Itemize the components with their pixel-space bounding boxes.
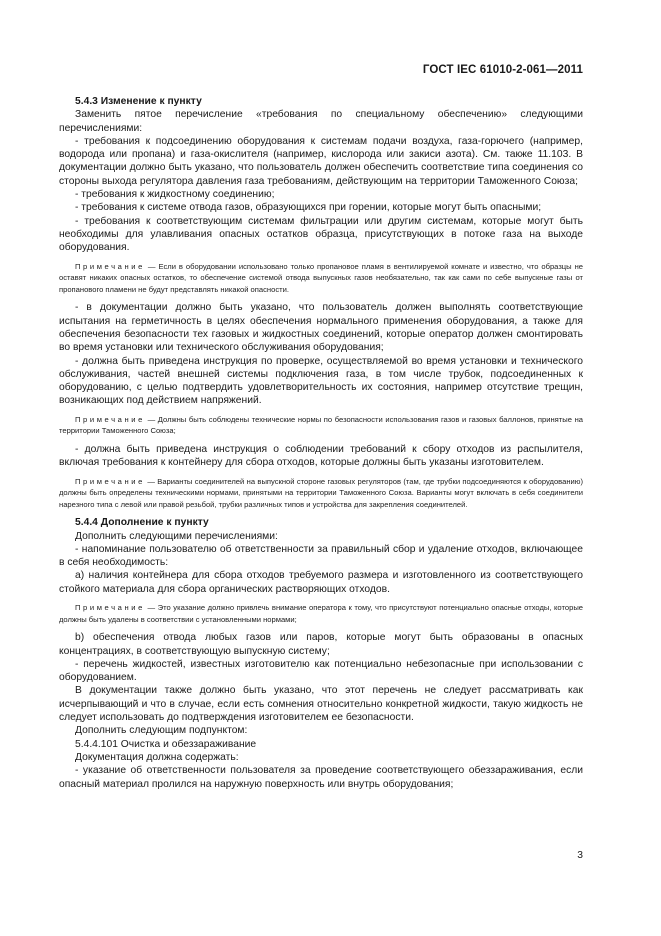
list-item: - напоминание пользователю об ответственности за правильный сбор и удаление отходов, включающее в себя необходимость:	[59, 543, 583, 569]
list-item: - в документации должно быть указано, что пользователь должен выполнять соответствующие испытания на герметичность в целях обеспечения нормального применения оборудования, а также для обеспечения безопасности тех газовых и жидкостных соединений, которые оператор должен смонтировать во время установки или технического обслуживания оборудования;	[59, 302, 583, 354]
note-block	[59, 414, 583, 437]
note-text: — Должны быть соблюдены технические нормы по безопасности использования газов и газовых баллонов, принятые на территории Таможенного Союза;	[59, 414, 583, 436]
list-item: b) обеспечения отвода любых газов или паров, которые могут быть образованы в опасных концентрациях, в соответствующую выпускную систему;	[59, 632, 583, 657]
page-number: 3	[577, 850, 583, 861]
note-label: Примечание	[75, 603, 145, 613]
list-item: - перечень жидкостей, известных изготовителю как потенциально небезопасные при использовании с оборудованием.	[59, 658, 583, 684]
list-item: - указание об ответственности пользователя за проведение соответствующего обеззараживания, если опасный материал пролился на наружную поверхность или внутрь оборудования;	[59, 765, 583, 790]
list-item: - требования к жидкостному соединению;	[75, 189, 275, 201]
section-heading-5-4-3: 5.4.3 Изменение к пункту	[75, 96, 202, 107]
note-label: Примечание	[75, 414, 145, 424]
note-label: Примечание	[75, 476, 145, 486]
paragraph: В документации также должно быть указано, что этот перечень не следует рассматривать как исчерпывающий и что в случае, если есть сомнения относительно конкретной жидкости, такую жидкость не следует использовать до подтверждения изготовителем ее безопасности.	[59, 685, 583, 724]
list-item: - должна быть приведена инструкция о соблюдении требований к сбору отходов из распылителя, включая требования к контейнеру для сбора отходов, которые должны быть указаны изготовителем.	[59, 443, 583, 469]
paragraph: Дополнить следующим подпунктом:	[75, 725, 248, 737]
paragraph: Дополнить следующими перечислениями:	[75, 530, 278, 542]
list-item: - требования к соответствующим системам фильтрации или другим системам, которые могут быть необходимы для улавливания опасных остатков образца, присутствующих в потоке газа на выходе оборудования.	[59, 215, 583, 254]
document-body	[59, 95, 583, 791]
section-heading-5-4-4: 5.4.4 Дополнение к пункту	[75, 517, 209, 529]
list-item: - требования к подсоединению оборудования к системам подачи воздуха, газа-горючего (например, водорода или пропана) и газа-окислителя (например, кислорода или закиси азота). См. также 11.103. В документации должно быть указано, что пользователь должен обеспечить соответствие типа соединения со стороны выхода регулятора давления газа требованиям, действующим на территории Таможенного Союза;	[59, 135, 583, 187]
note-text: — Если в оборудовании использовано только пропановое пламя в вентилируемой комнате и известно, что образцы не оставят никаких опасных остатков, то обеспечение системой отвода выпускных газов необязательно, так как сами по себе выпускные газы от пропанового пламени не будут представлять никакой опасности.	[59, 261, 583, 294]
note-label: Примечание	[75, 261, 145, 271]
list-item: а) наличия контейнера для сбора отходов требуемого размера и изготовленного из соответствующего стойкого материала для сбора органических растворяющих отходов.	[59, 570, 583, 595]
subsection-heading-5-4-4-101: 5.4.4.101 Очистка и обеззараживание	[75, 738, 257, 750]
note-block	[59, 261, 583, 296]
note-text: — Это указание должно привлечь внимание оператора к тому, что присутствуют потенциально опасные отходы, которые должны быть удалены в соответствии с установленными нормами;	[59, 603, 583, 624]
note-block	[59, 602, 583, 625]
list-item: - требования к системе отвода газов, образующихся при горении, которые могут быть опасными;	[75, 202, 542, 214]
note-text: — Варианты соединителей на выпускной стороне газовых регуляторов (там, где трубки подсоединяются к оборудованию) должны быть определены техническими нормами, принятыми на территории Таможенного Союза. Варианты могут включать в себя соединители нарезного типа с левой или правой резьбой, трубки различных типов и устройства для закрепления соединителей.	[59, 476, 583, 509]
paragraph: Документация должна содержать:	[75, 751, 239, 763]
paragraph: Заменить пятое перечисление «требования по специальному обеспечению» следующими перечислениями:	[59, 109, 583, 134]
document-code-header: ГОСТ IEC 61010-2-061—2011	[422, 64, 583, 76]
list-item: - должна быть приведена инструкция по проверке, осуществляемой во время установки и технического обслуживания, частей внешней системы подключения газа, в том числе трубок, подсоединенных к оборудованию, с целью подтвердить удовлетворительность их состояния, например отсутствие трещин, возникающих под действием напряжений.	[59, 355, 583, 407]
note-block	[59, 476, 583, 511]
